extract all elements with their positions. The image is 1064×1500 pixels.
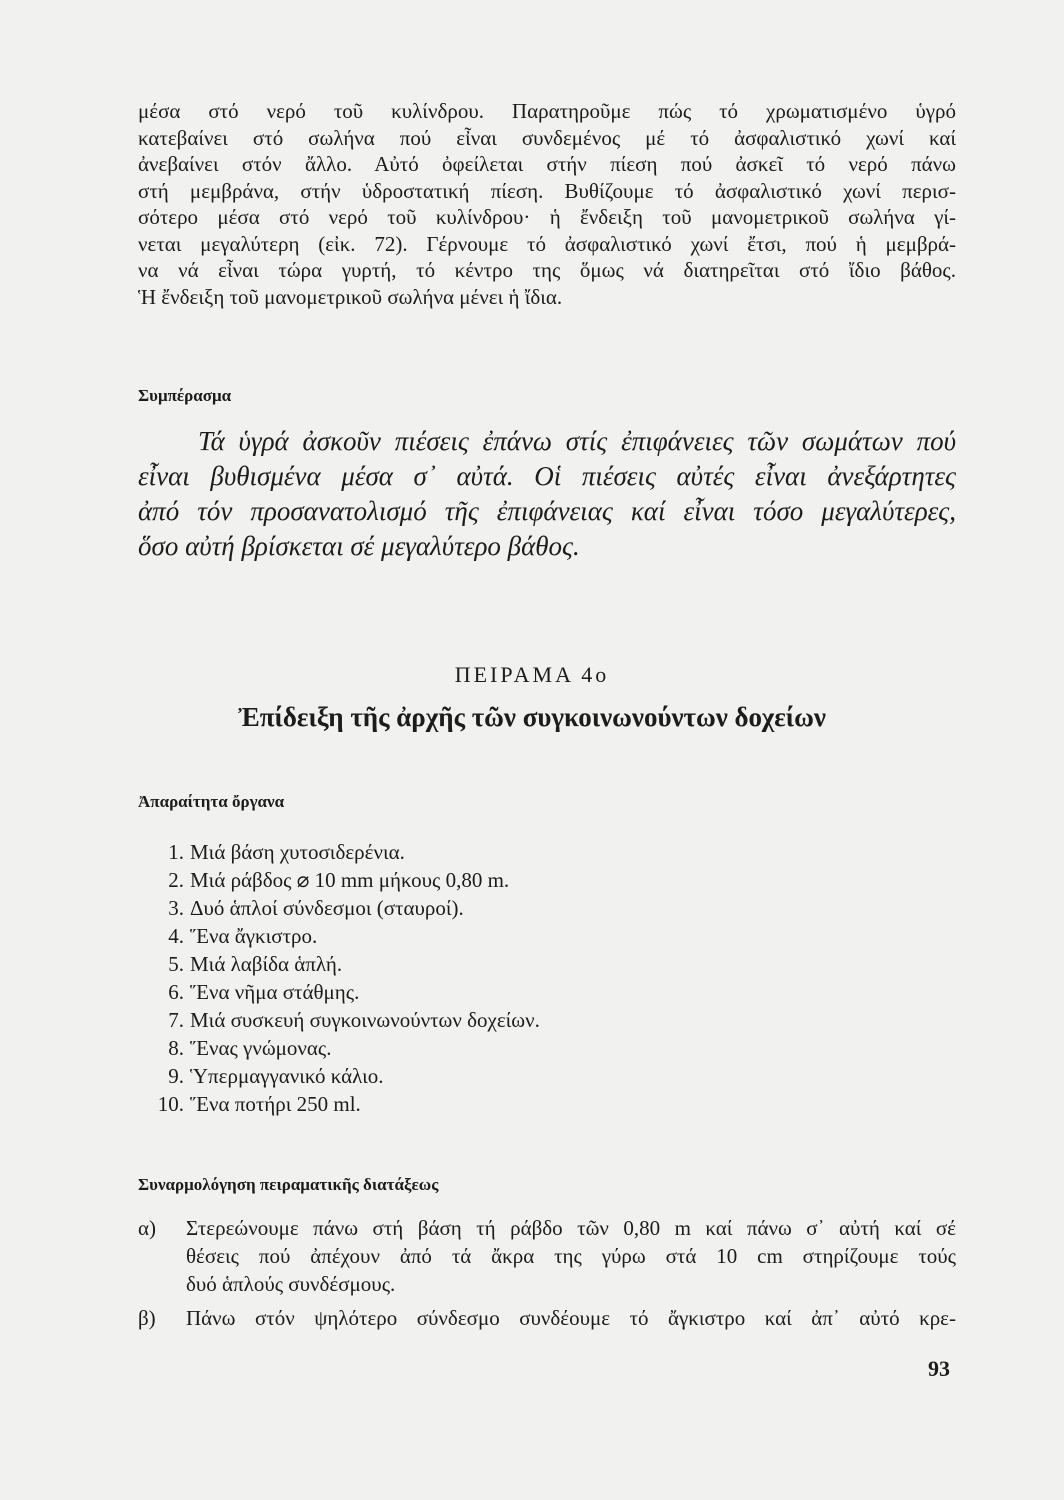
list-item bbox=[146, 866, 540, 894]
conclusion-text bbox=[138, 424, 956, 564]
instruments-heading: Ἀπαραίτητα ὄργανα bbox=[138, 792, 285, 811]
conclusion-line: ὅσο αὐτή βρίσκεται σέ μεγαλύτερο βάθος. bbox=[138, 531, 580, 561]
intro-line: κατεβαίνει στό σωλήνα πού εἶναι συνδεμένος μέ τό ἀσφαλιστικό χωνί καί bbox=[138, 125, 956, 150]
intro-line: Ἡ ἔνδειξη τοῦ μανομετρικοῦ σωλήνα μένει ἡ ἴδια. bbox=[138, 284, 563, 309]
intro-paragraph bbox=[138, 98, 956, 310]
item-text: Μιά βάση χυτοσιδερένια. bbox=[190, 840, 405, 864]
item-number: 6. bbox=[168, 980, 184, 1004]
item-text: Μιά ράβδος ⌀ 10 mm μήκους 0,80 m. bbox=[190, 868, 510, 892]
item-number: 3. bbox=[168, 896, 184, 920]
step-line: Στερεώνουμε πάνω στή βάση τή ράβδο τῶν 0,80 m καί πάνω σ᾽ αὐτή καί σέ bbox=[186, 1216, 956, 1240]
assembly-steps bbox=[138, 1214, 956, 1338]
item-text: Ἕνας γνώμονας. bbox=[190, 1036, 332, 1060]
item-text: Μιά λαβίδα ἁπλή. bbox=[190, 952, 343, 976]
item-text: Δυό ἁπλοί σύνδεσμοι (σταυροί). bbox=[190, 896, 464, 920]
list-item bbox=[146, 1062, 540, 1090]
item-text: Ὑπερμαγγανικό κάλιο. bbox=[190, 1064, 384, 1088]
item-number: 5. bbox=[168, 952, 184, 976]
list-item bbox=[146, 894, 540, 922]
list-item bbox=[146, 1034, 540, 1062]
conclusion-line: εἶναι βυθισμένα μέσα σ᾽ αὐτά. Οἱ πιέσεις αὐτές εἶναι ἀνεξάρτητες bbox=[138, 461, 956, 491]
item-number: 8. bbox=[168, 1036, 184, 1060]
step-line: θέσεις πού ἀπέχουν ἀπό τά ἄκρα της γύρω στά 10 cm στηρίζουμε τούς bbox=[186, 1244, 956, 1268]
item-number: 10. bbox=[157, 1092, 184, 1116]
item-text: Μιά συσκευή συγκοινωνούντων δοχείων. bbox=[190, 1008, 540, 1032]
list-item bbox=[146, 922, 540, 950]
experiment-title: Ἐπίδειξη τῆς ἀρχῆς τῶν συγκοινωνούντων δοχείων bbox=[238, 702, 826, 732]
assembly-step bbox=[138, 1214, 956, 1298]
intro-line: νεται μεγαλύτερη (εἰκ. 72). Γέρνουμε τό ἀσφαλιστικό χωνί ἔτσι, πού ἡ μεμβρά- bbox=[138, 231, 956, 256]
conclusion-heading: Συμπέρασμα bbox=[138, 386, 232, 405]
step-line: Πάνω στόν ψηλότερο σύνδεσμο συνδέουμε τό ἄγκιστρο καί ἀπ᾽ αὐτό κρε- bbox=[186, 1306, 956, 1330]
intro-line: σότερο μέσα στό νερό τοῦ κυλίνδρου· ἡ ἔνδειξη τοῦ μανομετρικοῦ σωλήνα γί- bbox=[138, 205, 956, 229]
intro-line: ἀνεβαίνει στόν ἄλλο. Αὐτό ὀφείλεται στήν πίεση πού ἀσκεῖ τό νερό πάνω bbox=[138, 152, 956, 176]
intro-line: μέσα στό νερό τοῦ κυλίνδρου. Παρατηροῦμε πώς τό χρωματισμένο ὑγρό bbox=[138, 99, 956, 123]
step-text bbox=[186, 1214, 956, 1298]
conclusion-line: ἀπό τόν προσανατολισμό τῆς ἐπιφάνειας καί εἶναι τόσο μεγαλύτερες, bbox=[138, 496, 956, 526]
item-number: 7. bbox=[168, 1008, 184, 1032]
assembly-step bbox=[138, 1304, 956, 1332]
step-marker: β) bbox=[138, 1306, 156, 1330]
experiment-label: ΠΕΙΡΑΜΑ 4ο bbox=[454, 662, 610, 687]
list-item bbox=[146, 1090, 540, 1118]
intro-line: να νά εἶναι τώρα γυρτή, τό κέντρο της ὅμως νά διατηρεῖται στό ἴδιο βάθος. bbox=[138, 258, 956, 282]
item-text: Ἕνα νῆμα στάθμης. bbox=[190, 980, 360, 1004]
item-text: Ἕνα ἄγκιστρο. bbox=[190, 924, 318, 948]
assembly-heading: Συναρμολόγηση πειραματικῆς διατάξεως bbox=[138, 1175, 439, 1194]
item-number: 4. bbox=[168, 924, 184, 948]
list-item bbox=[146, 978, 540, 1006]
page-number: 93 bbox=[928, 1356, 950, 1381]
conclusion-line: Τά ὑγρά ἀσκοῦν πιέσεις ἐπάνω στίς ἐπιφάνειες τῶν σωμάτων πού bbox=[198, 426, 956, 456]
step-line: δυό ἁπλούς συνδέσμους. bbox=[186, 1272, 396, 1296]
step-text bbox=[186, 1304, 956, 1332]
instruments-list bbox=[146, 838, 540, 1118]
list-item bbox=[146, 950, 540, 978]
step-marker: α) bbox=[138, 1216, 156, 1240]
item-number: 9. bbox=[168, 1064, 184, 1088]
list-item bbox=[146, 838, 540, 866]
item-number: 2. bbox=[168, 868, 184, 892]
item-text: Ἕνα ποτήρι 250 ml. bbox=[190, 1092, 361, 1116]
list-item bbox=[146, 1006, 540, 1034]
intro-line: στή μεμβράνα, στήν ὑδροστατική πίεση. Βυθίζουμε τό ἀσφαλιστικό χωνί περισ- bbox=[138, 178, 956, 203]
item-number: 1. bbox=[168, 840, 184, 864]
